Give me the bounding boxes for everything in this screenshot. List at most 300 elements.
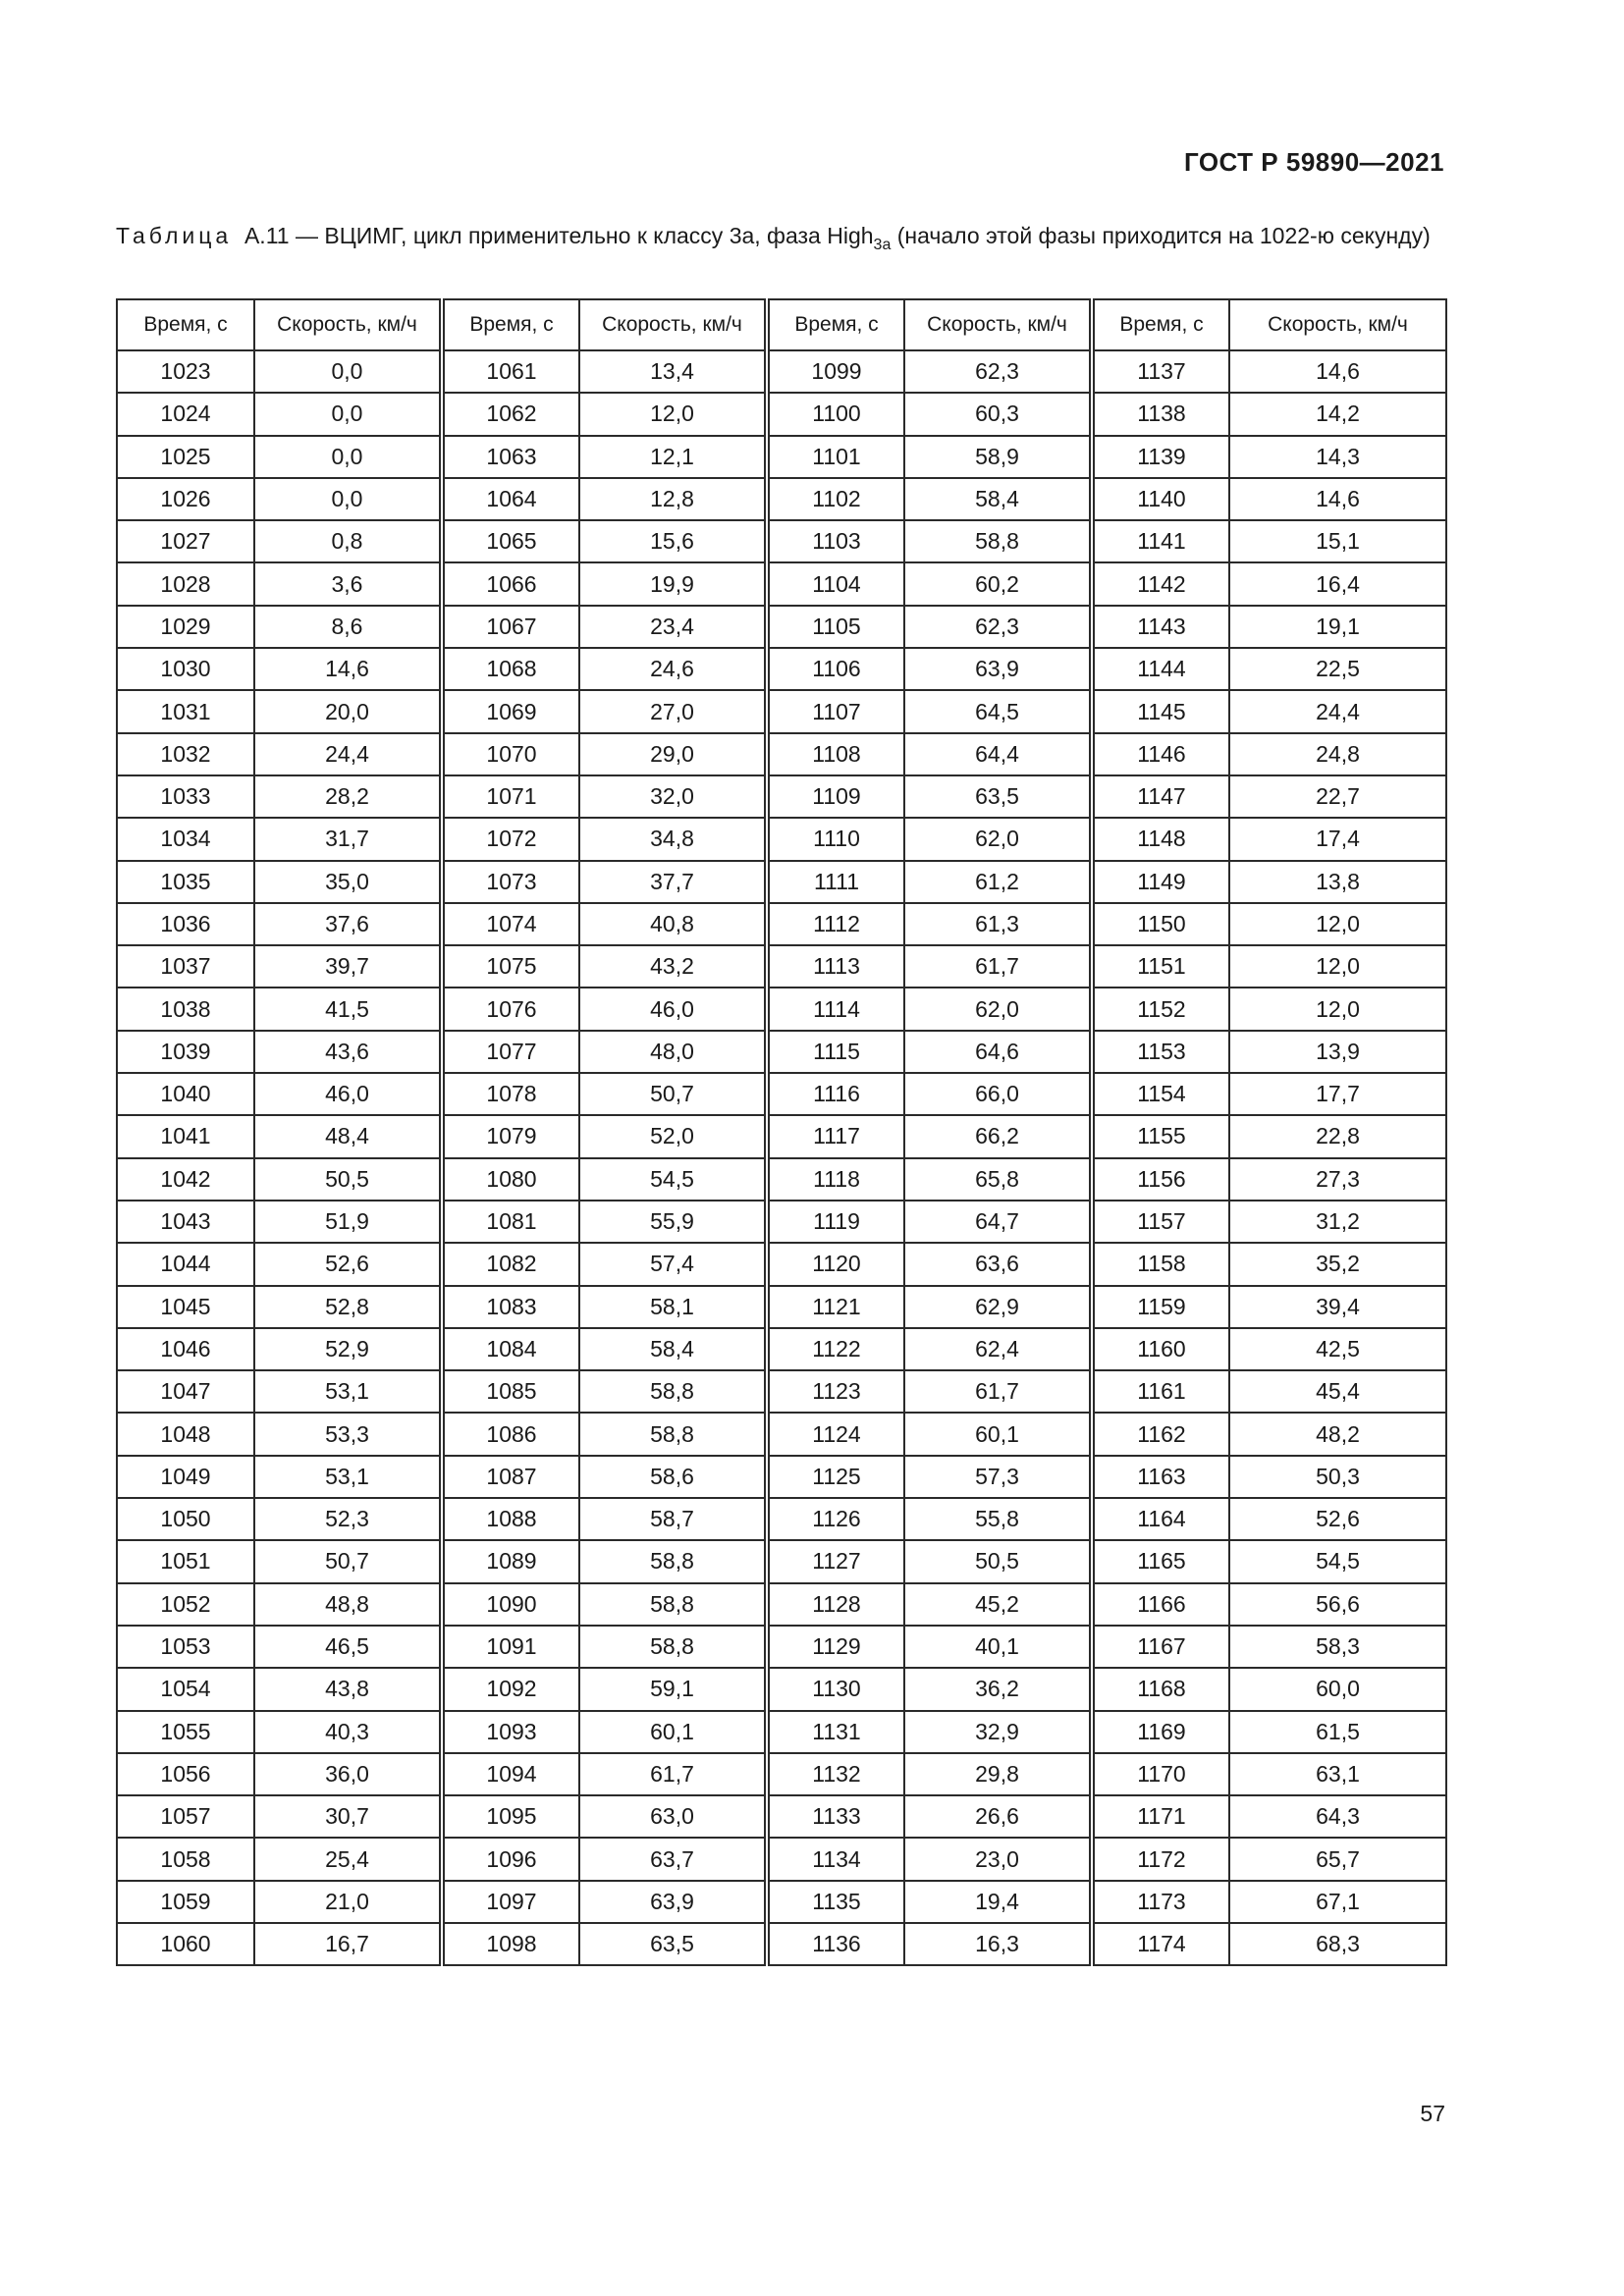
speed-cell: 28,2 <box>254 775 442 818</box>
time-cell: 1033 <box>117 775 254 818</box>
table-row <box>117 1668 1446 1710</box>
speed-cell: 14,6 <box>1229 350 1446 393</box>
speed-cell: 46,0 <box>254 1073 442 1115</box>
table-row <box>117 1158 1446 1201</box>
table-row <box>117 988 1446 1030</box>
time-cell: 1044 <box>117 1243 254 1285</box>
speed-cell: 58,6 <box>579 1456 767 1498</box>
speed-cell: 62,0 <box>904 818 1092 860</box>
table-row <box>117 903 1446 945</box>
time-cell: 1113 <box>767 945 904 988</box>
table-row <box>117 1711 1446 1753</box>
time-cell: 1160 <box>1092 1328 1229 1370</box>
speed-cell: 58,1 <box>579 1286 767 1328</box>
speed-cell: 23,0 <box>904 1838 1092 1880</box>
time-cell: 1040 <box>117 1073 254 1115</box>
time-cell: 1082 <box>442 1243 579 1285</box>
time-cell: 1144 <box>1092 648 1229 690</box>
speed-cell: 14,3 <box>1229 436 1446 478</box>
time-cell: 1170 <box>1092 1753 1229 1795</box>
time-cell: 1163 <box>1092 1456 1229 1498</box>
time-cell: 1168 <box>1092 1668 1229 1710</box>
speed-cell: 0,0 <box>254 478 442 520</box>
time-cell: 1070 <box>442 733 579 775</box>
time-cell: 1075 <box>442 945 579 988</box>
speed-cell: 62,9 <box>904 1286 1092 1328</box>
speed-cell: 19,9 <box>579 562 767 605</box>
time-cell: 1120 <box>767 1243 904 1285</box>
speed-cell: 52,9 <box>254 1328 442 1370</box>
time-cell: 1024 <box>117 393 254 435</box>
speed-cell: 60,1 <box>579 1711 767 1753</box>
time-cell: 1146 <box>1092 733 1229 775</box>
time-cell: 1057 <box>117 1795 254 1838</box>
speed-cell: 67,1 <box>1229 1881 1446 1923</box>
table-row <box>117 1328 1446 1370</box>
time-cell: 1140 <box>1092 478 1229 520</box>
time-cell: 1157 <box>1092 1201 1229 1243</box>
table-row <box>117 1286 1446 1328</box>
time-cell: 1108 <box>767 733 904 775</box>
time-cell: 1092 <box>442 1668 579 1710</box>
time-cell: 1069 <box>442 690 579 732</box>
speed-cell: 0,0 <box>254 393 442 435</box>
speed-cell: 50,7 <box>254 1540 442 1582</box>
table-row <box>117 1201 1446 1243</box>
speed-cell: 36,0 <box>254 1753 442 1795</box>
time-cell: 1039 <box>117 1031 254 1073</box>
time-cell: 1094 <box>442 1753 579 1795</box>
speed-cell: 58,8 <box>579 1413 767 1455</box>
time-cell: 1056 <box>117 1753 254 1795</box>
time-cell: 1085 <box>442 1370 579 1413</box>
time-cell: 1088 <box>442 1498 579 1540</box>
speed-cell: 62,3 <box>904 606 1092 648</box>
speed-cell: 37,6 <box>254 903 442 945</box>
time-cell: 1083 <box>442 1286 579 1328</box>
speed-cell: 12,0 <box>1229 988 1446 1030</box>
time-cell: 1035 <box>117 861 254 903</box>
time-cell: 1064 <box>442 478 579 520</box>
time-cell: 1101 <box>767 436 904 478</box>
speed-cell: 61,7 <box>904 1370 1092 1413</box>
time-cell: 1145 <box>1092 690 1229 732</box>
speed-cell: 50,5 <box>254 1158 442 1201</box>
speed-cell: 61,7 <box>904 945 1092 988</box>
speed-cell: 58,3 <box>1229 1626 1446 1668</box>
time-cell: 1132 <box>767 1753 904 1795</box>
speed-cell: 35,2 <box>1229 1243 1446 1285</box>
speed-table-container <box>116 298 1445 1966</box>
time-cell: 1138 <box>1092 393 1229 435</box>
speed-cell: 60,1 <box>904 1413 1092 1455</box>
table-row <box>117 1626 1446 1668</box>
speed-cell: 54,5 <box>1229 1540 1446 1582</box>
time-cell: 1068 <box>442 648 579 690</box>
time-cell: 1123 <box>767 1370 904 1413</box>
time-cell: 1129 <box>767 1626 904 1668</box>
table-row <box>117 1456 1446 1498</box>
table-row <box>117 733 1446 775</box>
table-row <box>117 606 1446 648</box>
caption-text: А.11 — ВЦИМГ, цикл применительно к классу 3а, фаза High <box>244 223 874 248</box>
time-cell: 1126 <box>767 1498 904 1540</box>
speed-cell: 60,2 <box>904 562 1092 605</box>
time-cell: 1052 <box>117 1583 254 1626</box>
speed-cell: 37,7 <box>579 861 767 903</box>
speed-cell: 13,4 <box>579 350 767 393</box>
time-cell: 1103 <box>767 520 904 562</box>
table-row <box>117 1795 1446 1838</box>
header-speed: Скорость, км/ч <box>1229 299 1446 350</box>
time-cell: 1165 <box>1092 1540 1229 1582</box>
speed-cell: 25,4 <box>254 1838 442 1880</box>
time-cell: 1077 <box>442 1031 579 1073</box>
time-cell: 1037 <box>117 945 254 988</box>
table-row <box>117 1370 1446 1413</box>
time-cell: 1127 <box>767 1540 904 1582</box>
time-cell: 1098 <box>442 1923 579 1965</box>
time-cell: 1130 <box>767 1668 904 1710</box>
time-cell: 1105 <box>767 606 904 648</box>
speed-cell: 39,4 <box>1229 1286 1446 1328</box>
time-cell: 1066 <box>442 562 579 605</box>
table-row <box>117 393 1446 435</box>
speed-cell: 0,0 <box>254 436 442 478</box>
time-cell: 1141 <box>1092 520 1229 562</box>
table-row <box>117 1881 1446 1923</box>
speed-cell: 21,0 <box>254 1881 442 1923</box>
speed-cell: 50,7 <box>579 1073 767 1115</box>
time-cell: 1171 <box>1092 1795 1229 1838</box>
time-cell: 1061 <box>442 350 579 393</box>
time-cell: 1112 <box>767 903 904 945</box>
time-cell: 1096 <box>442 1838 579 1880</box>
speed-cell: 52,6 <box>254 1243 442 1285</box>
speed-cell: 36,2 <box>904 1668 1092 1710</box>
time-cell: 1090 <box>442 1583 579 1626</box>
time-cell: 1148 <box>1092 818 1229 860</box>
speed-cell: 63,5 <box>904 775 1092 818</box>
time-cell: 1036 <box>117 903 254 945</box>
time-cell: 1062 <box>442 393 579 435</box>
time-cell: 1124 <box>767 1413 904 1455</box>
speed-cell: 14,6 <box>254 648 442 690</box>
speed-cell: 61,5 <box>1229 1711 1446 1753</box>
speed-cell: 63,5 <box>579 1923 767 1965</box>
speed-cell: 27,0 <box>579 690 767 732</box>
speed-cell: 56,6 <box>1229 1583 1446 1626</box>
speed-cell: 64,3 <box>1229 1795 1446 1838</box>
speed-cell: 32,9 <box>904 1711 1092 1753</box>
speed-cell: 42,5 <box>1229 1328 1446 1370</box>
time-cell: 1102 <box>767 478 904 520</box>
speed-cell: 57,3 <box>904 1456 1092 1498</box>
table-row <box>117 1073 1446 1115</box>
caption-text-continued: (начало этой фазы приходится на 1022-ю секунду) <box>891 223 1431 248</box>
speed-cell: 43,2 <box>579 945 767 988</box>
time-cell: 1089 <box>442 1540 579 1582</box>
speed-cell: 53,3 <box>254 1413 442 1455</box>
speed-cell: 63,0 <box>579 1795 767 1838</box>
time-cell: 1115 <box>767 1031 904 1073</box>
time-cell: 1095 <box>442 1795 579 1838</box>
speed-cell: 64,7 <box>904 1201 1092 1243</box>
time-cell: 1111 <box>767 861 904 903</box>
speed-cell: 58,8 <box>579 1583 767 1626</box>
speed-cell: 48,2 <box>1229 1413 1446 1455</box>
speed-cell: 46,0 <box>579 988 767 1030</box>
time-cell: 1045 <box>117 1286 254 1328</box>
header-speed: Скорость, км/ч <box>254 299 442 350</box>
header-speed: Скорость, км/ч <box>904 299 1092 350</box>
speed-cell: 41,5 <box>254 988 442 1030</box>
time-cell: 1028 <box>117 562 254 605</box>
time-cell: 1110 <box>767 818 904 860</box>
table-body <box>117 350 1446 1965</box>
speed-cell: 61,2 <box>904 861 1092 903</box>
speed-cell: 62,3 <box>904 350 1092 393</box>
speed-cell: 46,5 <box>254 1626 442 1668</box>
time-cell: 1043 <box>117 1201 254 1243</box>
time-cell: 1153 <box>1092 1031 1229 1073</box>
time-cell: 1081 <box>442 1201 579 1243</box>
time-cell: 1162 <box>1092 1413 1229 1455</box>
time-cell: 1174 <box>1092 1923 1229 1965</box>
time-cell: 1078 <box>442 1073 579 1115</box>
table-caption <box>116 222 1451 253</box>
speed-cell: 22,8 <box>1229 1115 1446 1157</box>
table-row <box>117 436 1446 478</box>
speed-cell: 8,6 <box>254 606 442 648</box>
time-cell: 1058 <box>117 1838 254 1880</box>
time-cell: 1065 <box>442 520 579 562</box>
time-cell: 1139 <box>1092 436 1229 478</box>
speed-cell: 59,1 <box>579 1668 767 1710</box>
caption-subscript: 3a <box>873 237 892 253</box>
speed-cell: 65,8 <box>904 1158 1092 1201</box>
speed-cell: 63,1 <box>1229 1753 1446 1795</box>
document-standard-header: ГОСТ Р 59890—2021 <box>1183 147 1444 177</box>
time-cell: 1109 <box>767 775 904 818</box>
speed-cell: 60,0 <box>1229 1668 1446 1710</box>
time-cell: 1084 <box>442 1328 579 1370</box>
table-row <box>117 648 1446 690</box>
speed-cell: 66,2 <box>904 1115 1092 1157</box>
time-cell: 1159 <box>1092 1286 1229 1328</box>
time-cell: 1074 <box>442 903 579 945</box>
speed-cell: 68,3 <box>1229 1923 1446 1965</box>
speed-cell: 16,3 <box>904 1923 1092 1965</box>
speed-cell: 52,6 <box>1229 1498 1446 1540</box>
time-cell: 1137 <box>1092 350 1229 393</box>
time-cell: 1042 <box>117 1158 254 1201</box>
speed-cell: 31,7 <box>254 818 442 860</box>
speed-cell: 64,5 <box>904 690 1092 732</box>
time-cell: 1080 <box>442 1158 579 1201</box>
speed-cell: 14,6 <box>1229 478 1446 520</box>
time-cell: 1034 <box>117 818 254 860</box>
time-cell: 1156 <box>1092 1158 1229 1201</box>
table-row <box>117 1923 1446 1965</box>
speed-cell: 58,7 <box>579 1498 767 1540</box>
time-cell: 1142 <box>1092 562 1229 605</box>
time-cell: 1150 <box>1092 903 1229 945</box>
header-time: Время, с <box>442 299 579 350</box>
speed-cell: 52,0 <box>579 1115 767 1157</box>
time-cell: 1166 <box>1092 1583 1229 1626</box>
speed-cell: 12,0 <box>1229 945 1446 988</box>
time-cell: 1030 <box>117 648 254 690</box>
time-cell: 1172 <box>1092 1838 1229 1880</box>
table-row <box>117 818 1446 860</box>
speed-cell: 24,8 <box>1229 733 1446 775</box>
time-cell: 1093 <box>442 1711 579 1753</box>
time-cell: 1104 <box>767 562 904 605</box>
time-cell: 1099 <box>767 350 904 393</box>
speed-cell: 58,4 <box>904 478 1092 520</box>
speed-cell: 58,8 <box>579 1540 767 1582</box>
time-cell: 1128 <box>767 1583 904 1626</box>
time-cell: 1119 <box>767 1201 904 1243</box>
page-number: 57 <box>1420 2101 1445 2126</box>
time-cell: 1118 <box>767 1158 904 1201</box>
time-cell: 1046 <box>117 1328 254 1370</box>
speed-cell: 62,0 <box>904 988 1092 1030</box>
table-row <box>117 1498 1446 1540</box>
speed-cell: 48,4 <box>254 1115 442 1157</box>
speed-cell: 50,3 <box>1229 1456 1446 1498</box>
time-cell: 1086 <box>442 1413 579 1455</box>
time-cell: 1079 <box>442 1115 579 1157</box>
time-cell: 1038 <box>117 988 254 1030</box>
speed-cell: 60,3 <box>904 393 1092 435</box>
speed-cell: 58,8 <box>579 1626 767 1668</box>
time-cell: 1161 <box>1092 1370 1229 1413</box>
time-cell: 1067 <box>442 606 579 648</box>
table-row <box>117 1413 1446 1455</box>
speed-cell: 0,8 <box>254 520 442 562</box>
time-cell: 1107 <box>767 690 904 732</box>
speed-cell: 43,8 <box>254 1668 442 1710</box>
speed-cell: 40,1 <box>904 1626 1092 1668</box>
header-time: Время, с <box>117 299 254 350</box>
table-row <box>117 1243 1446 1285</box>
speed-cell: 40,3 <box>254 1711 442 1753</box>
speed-cell: 30,7 <box>254 1795 442 1838</box>
speed-cell: 15,6 <box>579 520 767 562</box>
speed-cell: 63,9 <box>904 648 1092 690</box>
time-cell: 1131 <box>767 1711 904 1753</box>
speed-cell: 63,9 <box>579 1881 767 1923</box>
speed-cell: 24,6 <box>579 648 767 690</box>
header-time: Время, с <box>1092 299 1229 350</box>
time-cell: 1151 <box>1092 945 1229 988</box>
time-cell: 1134 <box>767 1838 904 1880</box>
speed-cell: 24,4 <box>254 733 442 775</box>
time-cell: 1116 <box>767 1073 904 1115</box>
speed-cell: 19,4 <box>904 1881 1092 1923</box>
speed-cell: 45,4 <box>1229 1370 1446 1413</box>
speed-cell: 54,5 <box>579 1158 767 1201</box>
speed-cell: 62,4 <box>904 1328 1092 1370</box>
speed-cell: 52,3 <box>254 1498 442 1540</box>
table-row <box>117 350 1446 393</box>
table-row <box>117 1583 1446 1626</box>
table-row <box>117 1838 1446 1880</box>
time-cell: 1122 <box>767 1328 904 1370</box>
speed-cell: 53,1 <box>254 1370 442 1413</box>
time-cell: 1136 <box>767 1923 904 1965</box>
speed-cell: 51,9 <box>254 1201 442 1243</box>
time-cell: 1071 <box>442 775 579 818</box>
speed-cell: 45,2 <box>904 1583 1092 1626</box>
time-cell: 1106 <box>767 648 904 690</box>
time-cell: 1143 <box>1092 606 1229 648</box>
speed-cell: 12,8 <box>579 478 767 520</box>
time-cell: 1149 <box>1092 861 1229 903</box>
speed-cell: 66,0 <box>904 1073 1092 1115</box>
speed-cell: 50,5 <box>904 1540 1092 1582</box>
table-header-row <box>117 299 1446 350</box>
table-row <box>117 775 1446 818</box>
speed-time-table <box>116 298 1447 1966</box>
speed-cell: 43,6 <box>254 1031 442 1073</box>
speed-cell: 35,0 <box>254 861 442 903</box>
speed-cell: 17,7 <box>1229 1073 1446 1115</box>
time-cell: 1121 <box>767 1286 904 1328</box>
time-cell: 1169 <box>1092 1711 1229 1753</box>
header-speed: Скорость, км/ч <box>579 299 767 350</box>
time-cell: 1117 <box>767 1115 904 1157</box>
time-cell: 1027 <box>117 520 254 562</box>
speed-cell: 58,8 <box>904 520 1092 562</box>
header-time: Время, с <box>767 299 904 350</box>
time-cell: 1050 <box>117 1498 254 1540</box>
time-cell: 1125 <box>767 1456 904 1498</box>
speed-cell: 12,0 <box>1229 903 1446 945</box>
speed-cell: 19,1 <box>1229 606 1446 648</box>
time-cell: 1087 <box>442 1456 579 1498</box>
time-cell: 1059 <box>117 1881 254 1923</box>
speed-cell: 64,6 <box>904 1031 1092 1073</box>
table-row <box>117 690 1446 732</box>
speed-cell: 23,4 <box>579 606 767 648</box>
time-cell: 1097 <box>442 1881 579 1923</box>
speed-cell: 13,8 <box>1229 861 1446 903</box>
time-cell: 1049 <box>117 1456 254 1498</box>
speed-cell: 27,3 <box>1229 1158 1446 1201</box>
speed-cell: 17,4 <box>1229 818 1446 860</box>
speed-cell: 39,7 <box>254 945 442 988</box>
speed-cell: 40,8 <box>579 903 767 945</box>
speed-cell: 58,8 <box>579 1370 767 1413</box>
time-cell: 1029 <box>117 606 254 648</box>
time-cell: 1048 <box>117 1413 254 1455</box>
time-cell: 1026 <box>117 478 254 520</box>
time-cell: 1164 <box>1092 1498 1229 1540</box>
time-cell: 1032 <box>117 733 254 775</box>
time-cell: 1158 <box>1092 1243 1229 1285</box>
time-cell: 1023 <box>117 350 254 393</box>
time-cell: 1054 <box>117 1668 254 1710</box>
speed-cell: 3,6 <box>254 562 442 605</box>
speed-cell: 29,8 <box>904 1753 1092 1795</box>
time-cell: 1100 <box>767 393 904 435</box>
table-row <box>117 945 1446 988</box>
time-cell: 1025 <box>117 436 254 478</box>
speed-cell: 13,9 <box>1229 1031 1446 1073</box>
